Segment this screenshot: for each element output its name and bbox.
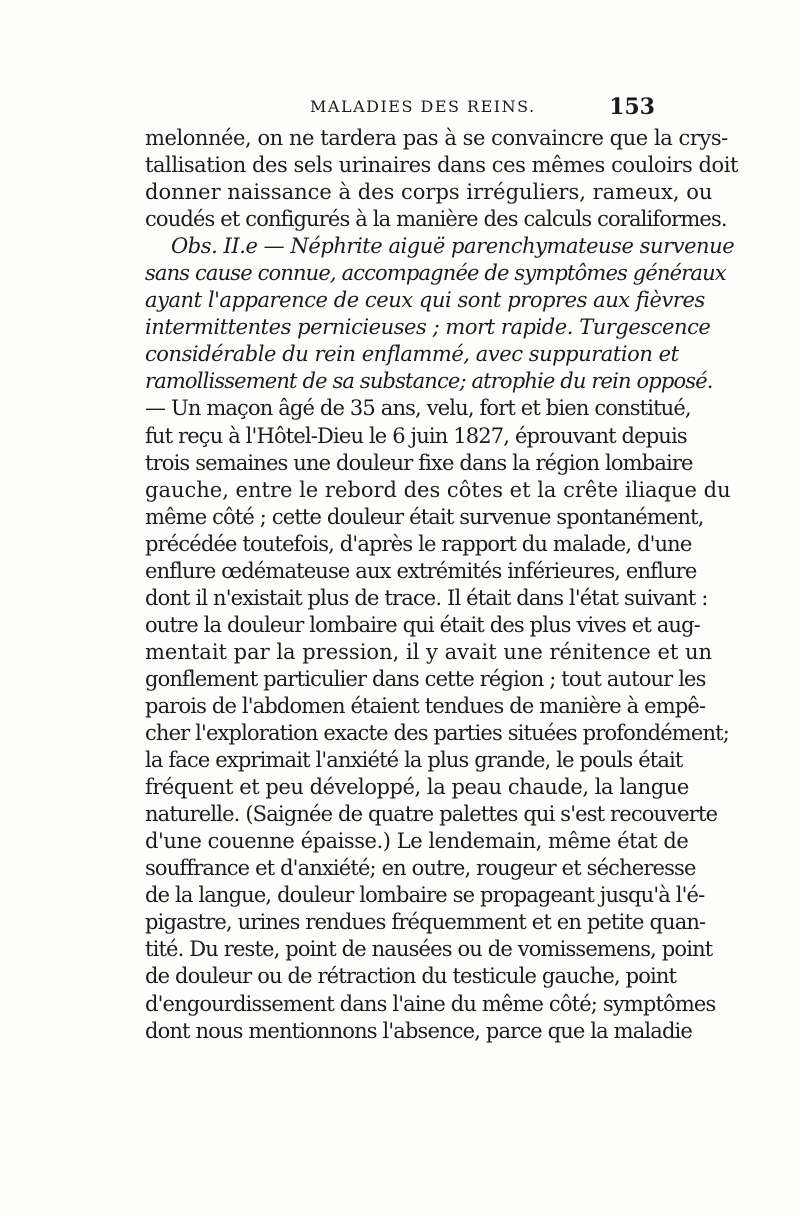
text-line: souffrance et d'anxiété; en outre, rougeur et sécheresse: [145, 856, 696, 881]
text-line: de douleur ou de rétraction du testicule gauche, point: [145, 964, 677, 989]
text-line: cher l'exploration exacte des parties situées profondément;: [145, 721, 729, 746]
page-number: 153: [609, 94, 655, 120]
text-line: mentait par la pression, il y avait une rénitence et un: [145, 639, 713, 664]
text-line: naturelle. (Saignée de quatre palettes qui s'est recouverte: [145, 802, 718, 827]
text-line: outre la douleur lombaire qui était des plus vives et aug-: [145, 612, 700, 637]
running-head: [145, 94, 655, 123]
text-line: fut reçu à l'Hôtel-Dieu le 6 juin 1827, éprouvant depuis: [145, 423, 687, 448]
text-line: de la langue, douleur lombaire se propageant jusqu'à l'é-: [145, 883, 705, 908]
text-line: donner naissance à des corps irréguliers, rameux, ou: [145, 180, 713, 205]
text-line: dont il n'existait plus de trace. Il était dans l'état suivant :: [145, 585, 708, 610]
text-line: gonflement particulier dans cette région ; tout autour les: [145, 666, 706, 691]
text-line: même côté ; cette douleur était survenue spontanément,: [145, 504, 704, 529]
observation-heading-line: intermittentes pernicieuses ; mort rapide. Turgescence: [145, 315, 711, 340]
text-line: tité. Du reste, point de nausées ou de vomissemens, point: [145, 937, 713, 962]
text-line: dont nous mentionnons l'absence, parce que la maladie: [145, 1018, 692, 1043]
text-line: d'engourdissement dans l'aine du même côté; symptômes: [145, 991, 716, 1016]
body-text: [145, 125, 738, 1045]
text-line: parois de l'abdomen étaient tendues de manière à empê-: [145, 693, 706, 718]
text-line: tallisation des sels urinaires dans ces mêmes couloirs doit: [145, 153, 738, 178]
text-line: gauche, entre le rebord des côtes et la crête iliaque du: [145, 477, 731, 502]
text-line: précédée toutefois, d'après le rapport du malade, d'une: [145, 531, 692, 556]
text-line: fréquent et peu développé, la peau chaude, la langue: [145, 775, 689, 800]
text-line: enflure œdémateuse aux extrémités inférieures, enflure: [145, 558, 697, 583]
text-line: trois semaines une douleur fixe dans la région lombaire: [145, 450, 693, 475]
text-line: pigastre, urines rendues fréquemment et en petite quan-: [145, 910, 706, 935]
text-line: — Un maçon âgé de 35 ans, velu, fort et bien constitué,: [145, 396, 691, 421]
observation-heading-line: Obs. II.e — Néphrite aiguë parenchymateuse survenue: [171, 234, 735, 259]
observation-heading-line: sans cause connue, accompagnée de symptômes généraux: [145, 261, 726, 286]
running-title: MALADIES DES REINS.: [310, 97, 536, 116]
observation-heading-line: ayant l'apparence de ceux qui sont propres aux fièvres: [145, 288, 705, 313]
text-line: la face exprimait l'anxiété la plus grande, le pouls était: [145, 748, 683, 773]
text-line: melonnée, on ne tardera pas à se convaincre que la crys-: [145, 126, 728, 150]
observation-heading-line: considérable du rein enflammé, avec suppuration et: [145, 342, 679, 367]
text-line: d'une couenne épaisse.) Le lendemain, même état de: [145, 829, 689, 854]
text-line: coudés et configurés à la manière des calculs coraliformes.: [145, 207, 727, 232]
observation-heading-line: ramollissement de sa substance; atrophie du rein opposé.: [145, 369, 713, 394]
